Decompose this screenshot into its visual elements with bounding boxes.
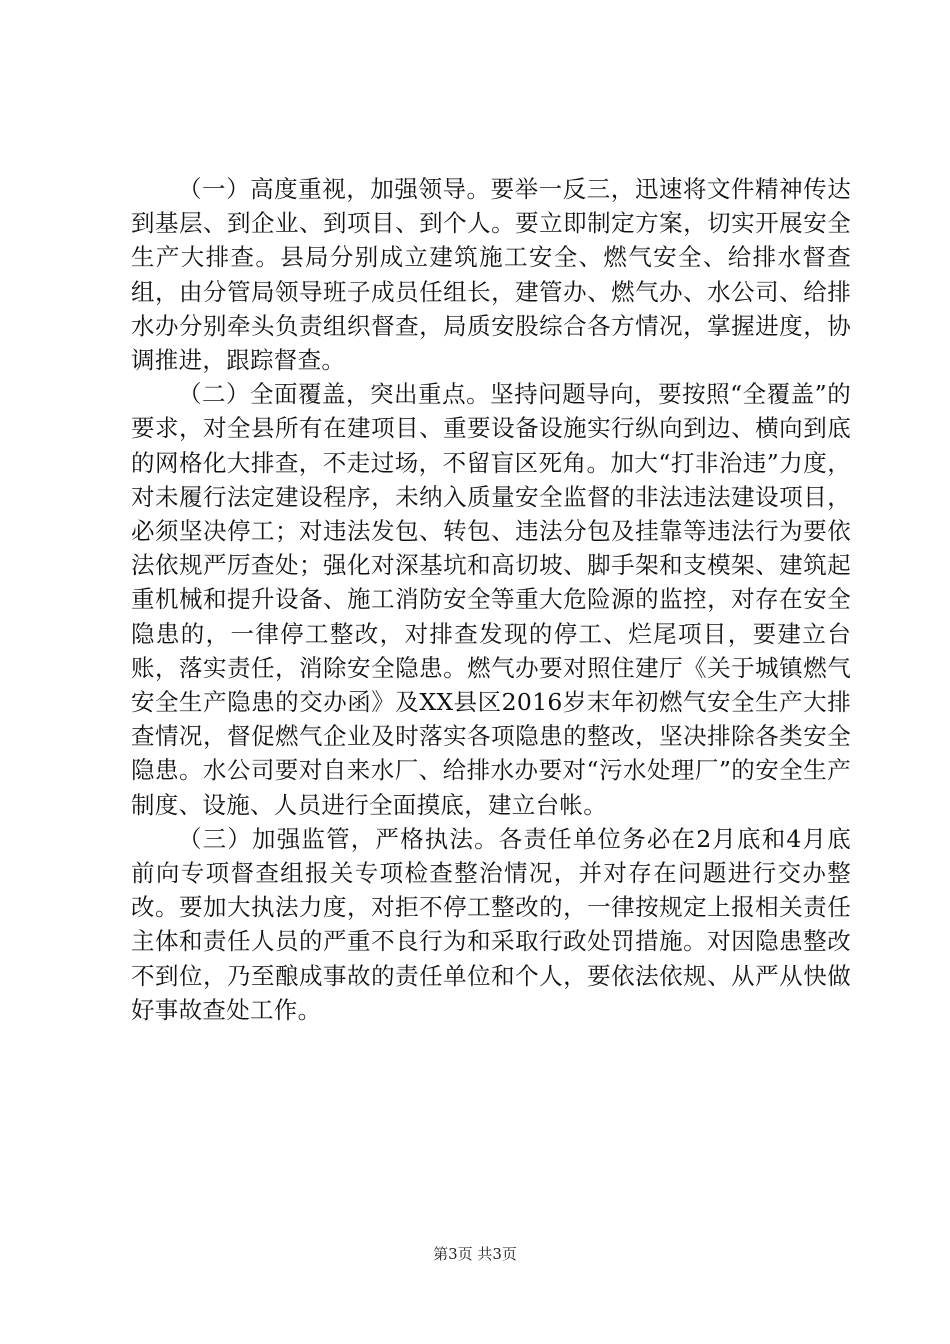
paragraph-coverage: （二）全面覆盖，突出重点。坚持问题导向，要按照“全覆盖”的要求，对全县所有在建项目、重要设备设施实行纵向到边、横向到底的网格化大排查，不走过场，不留盲区死角。加大“打非治违”力度，对未履行法定建设程序，未纳入质量安全监督的非法违法建设项目，必须坚决停工；对违法发包、转包、违法分包及挂靠等违法行为要依法依规严厉查处；强化对深基坑和高切坡、脚手架和支模架、建筑起重机械和提升设备、施工消防安全等重大危险源的监控，对存在安全隐患的，一律停工整改，对排查发现的停工、烂尾项目，要建立台账，落实责任，消除安全隐患。燃气办要对照住建厅《关于城镇燃气安全生产隐患的交办函》及XX县区2016岁末年初燃气安全生产大排查情况，督促燃气企业及时落实各项隐患的整改，坚决排除各类安全隐患。水公司要对自来水厂、给排水办要对“污水处理厂”的安全生产制度、设施、人员进行全面摸底，建立台帐。: [131, 380, 851, 819]
page-footer: 第3页 共3页: [433, 1245, 517, 1263]
document-body: [131, 172, 851, 1027]
paragraph-leadership: （一）高度重视，加强领导。要举一反三，迅速将文件精神传达到基层、到企业、到项目、到个人。要立即制定方案，切实开展安全生产大排查。县局分别成立建筑施工安全、燃气安全、给排水督查组，由分管局领导班子成员任组长，建管办、燃气办、水公司、给排水办分别牵头负责组织督查，局质安股综合各方情况，掌握进度，协调推进，跟踪督查。: [131, 175, 851, 375]
paragraph-enforcement: （三）加强监管，严格执法。各责任单位务必在2月底和4月底前向专项督查组报关专项检查整治情况，并对存在问题进行交办整改。要加大执法力度，对拒不停工整改的，一律按规定上报相关责任主体和责任人员的严重不良行为和采取行政处罚措施。对因隐患整改不到位，乃至酿成事故的责任单位和个人，要依法依规、从严从快做好事故查处工作。: [131, 824, 851, 1024]
